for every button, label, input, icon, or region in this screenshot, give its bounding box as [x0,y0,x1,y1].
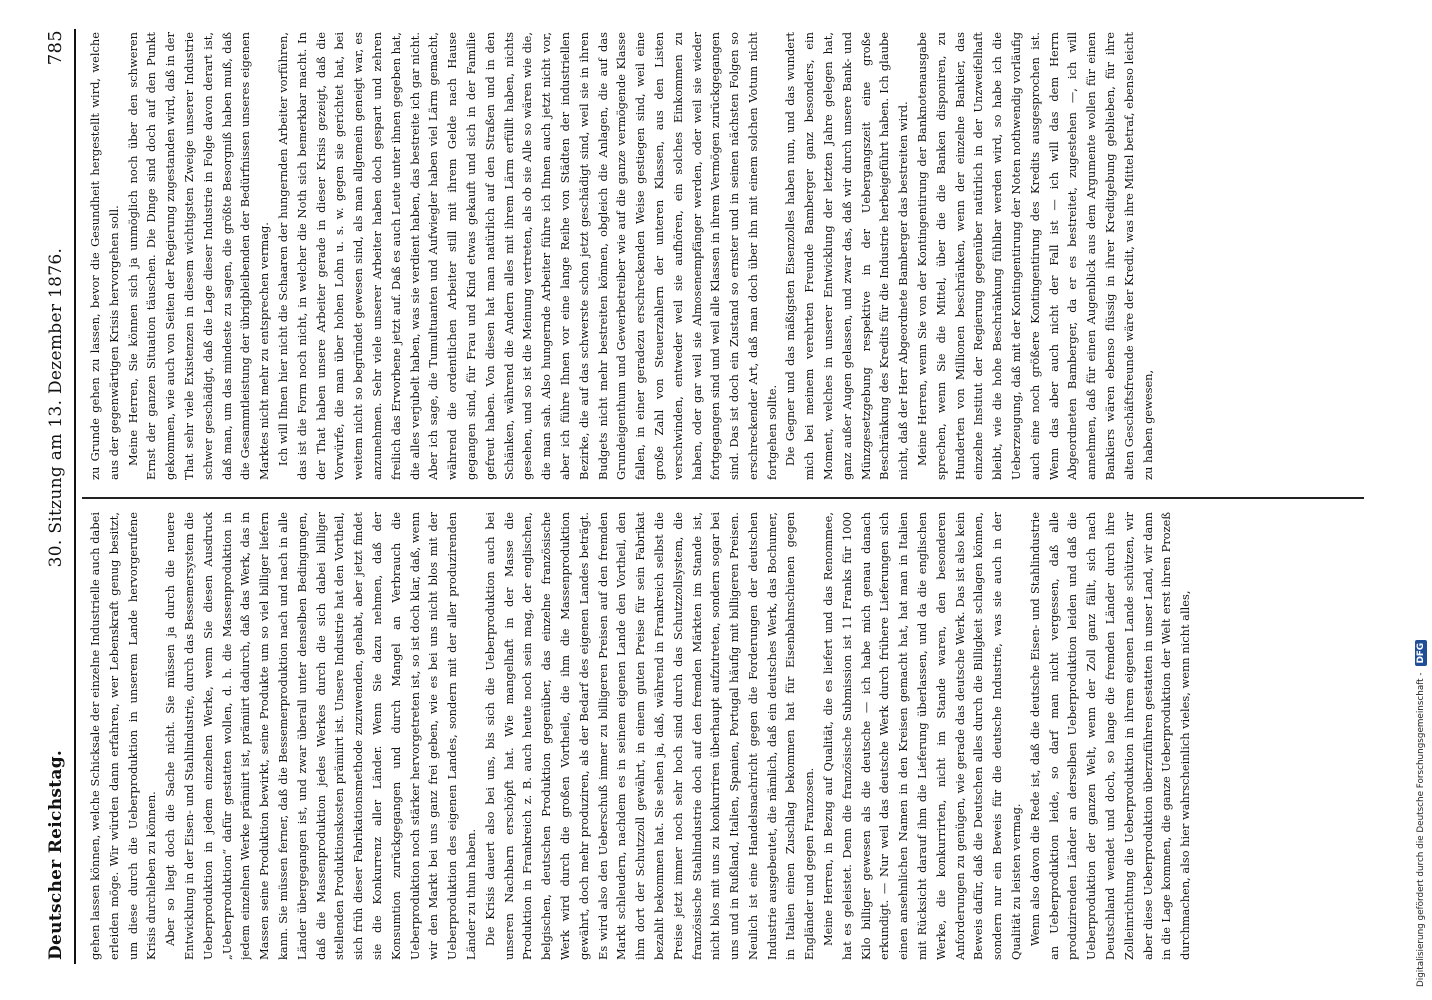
right-text-column [86,32,1356,480]
paragraph: Die Gegner und das mäßigsten Eisenzolles haben nun, und das wundert mich bei meinem verehrten Freunde Bamberger ganz besonders, ein Moment, welches in unserer Entwicklung der letzten Jahre gelegen hat, ganz außer Augen gelassen, und zwar das, daß wir durch unsere Bank- und Münzgesetzgebung respektive in der Uebergangszeit eine große Beschränkung des Kredits für die Industrie herbeigeführt haben. Ich glaube nicht, daß der Herr Abgeordnete Bamberger das bestreiten wird. [783,32,911,480]
page-header [36,30,66,960]
paragraph: Meine Herren, Sie können sich ja unmöglich noch über den schweren Ernst der ganzen Situation täuschen. Die Dinge sind doch auf den Punkt gekommen, wie auch von Seiten der Regierung zugestanden wird, daß in der That sehr viele Existenzen in diesem wichtigsten Zweige unserer Industrie schwer geschädigt, daß die Lage dieser Industrie in Folge davon derart ist, daß man, um das mindeste zu sagen, die größte Besorgniß haben muß, daß die Gesammtleistung der übrigbleibenden der Bedürfnissen unseres eigenen Marktes nicht mehr zu entsprechen vermag. [125,32,272,480]
paragraph: zu Grunde gehen zu lassen, bevor die Gesundheit hergestellt wird, welche aus der gegenwärtigen Krisis hervorgehen soll. [88,32,121,480]
dfg-logo-badge: DFG [1415,640,1427,667]
column-divider [82,497,1364,499]
digitization-credit-line [1413,12,1429,987]
paragraph: Aber so liegt doch die Sache nicht. Sie müssen ja durch die neuere Entwicklung in der Eisen- und Stahlindustrie, durch das Bessemersystem die Ueberproduktion in jedem einzelnen Werke, wenn Sie diesen Ausdruck „Ueberproduktion“ dafür gestatten wollen, d. h. die Massenproduktion in jedem einzelnen Werke prämiirt ist, prämiirt dadurch, daß das Werk, das in Massen seine Produktion bewirkt, seine Produkte um so viel billiger liefern kann. Sie müssen ferner, daß die Bessemerproduktion nach und nach in alle Länder übergegangen ist, und zwar überall unter denselben Bedingungen, daß die Massenproduktion jedes Werkes durch die sich dabei billiger stellenden Produktionskosten prämiirt ist. Unsere Industrie hat den Vortheil, sich früh dieser Fabrikationsmethode zuzuwenden, gehabt, aber jetzt findet sie die Konkurrenz aller Länder. Wenn Sie dazu nehmen, daß der Konsumtion zurückgegangen und durch Mangel an Verbrauch die Ueberproduktion noch stärker hervorgetreten ist, so ist doch klar, daß, wenn wir den Markt bei uns ganz frei geben, wie es bei uns nicht blos mit der Ueberproduktion des eigenen Landes, sondern mit der aller produzirenden Länder zu thun haben. [163,512,478,960]
publication-title: Deutscher Reichstag. [46,749,66,960]
left-text-column [86,512,1356,960]
paragraph: Meine Herren, in Bezug auf Qualität, die es liefert und das Renommee, hat es geleistet. Denn die französische Submission ist 11 Franks für 1000 Kilo billiger gewesen als die deutsche — ich habe mich genau danach erkundigt. — Nur weil das deutsche Werk durch frühere Lieferungen sich einen ansehnlichen Namen in den Kreisen gemacht hat, hat man in Italien mit Rücksicht darauf ihm die Lieferung überlassen, und da die englischen Werke, die konkurrirten, nicht im Stande waren, den besonderen Anforderungen zu genügen, wie gerade das deutsche Werk. Das ist also kein Beweis dafür, daß die Deutschen alles durch die Billigkeit schlagen können, sondern nur ein Beweis für die deutsche Industrie, was sie auch in der Qualität zu leisten vermag. [821,512,1024,960]
header-rule [74,29,76,964]
page-number: 785 [45,30,66,66]
session-heading: 30. Sitzung am 13. Dezember 1876. [46,247,66,568]
digitization-credit-text: Digitalisierung gefördert durch die Deutsche Forschungsgemeinschaft - [1416,672,1426,987]
digitization-credit [1413,12,1429,987]
paragraph: Ich will Ihnen hier nicht die Schaaren der hungernden Arbeiter vorführen, das ist die Form noch nicht, in welcher die Noth sich bemerkbar macht. In der That haben unsere Arbeiter gerade in dieser Krisis gezeigt, daß die Vorwürfe, die man über hohen Lohn u. s. w. gegen sie gerichtet hat, bei weitem nicht so begründet gewesen sind, als man allgemein geneigt war, es anzunehmen. Sehr viele unserer Arbeiter haben doch gespart und zehren freilich das Erworbene jetzt auf. Daß es auch Leute unter ihnen gegeben hat, die alles verjubelt haben, was sie verdient haben, das bestreite ich gar nicht. Aber ich sage, die Tumultuanten und Aufwiegler haben viel Lärm gemacht, während die ordentlichen Arbeiter still mit ihrem Gelde nach Hause gegangen sind, für Frau und Kind etwas gekauft und sich in der Familie gefreut haben. Von diesen hat man natürlich auf den Straßen und in den Schänken, während die Andern alles mit ihrem Lärm erfüllt haben, nichts gesehen, und so ist die Meinung vertreten, als ob sie Alle so wären wie die, die man sah. Also hungernde Arbeiter führe ich Ihnen auch jetzt nicht vor, aber ich führe Ihnen vor eine lange Reihe von Städten der industriellen Bezirke, die auf das schwerste schon jetzt geschädigt sind, weil sie in ihren Budgets nicht mehr bestreiten können, obgleich die Anlagen, die auf das Grundeigenthum und Gewerbetreiber wie auf die ganze vermögende Klasse fallen, in einer geradezu erschreckenden Weise gestiegen sind, weil eine große Zahl von Steuerzahlern der unteren Klassen, aus den Listen verschwinden, entweder weil sie aufhören, ein solches Einkommen zu haben, oder gar weil sie Almosenempfänger werden, oder weil sie wieder fortgegangen sind und weil alle Klassen in ihrem Vermögen zurückgegangen sind. Das ist doch ein Zustand so ernster und in seinen nächsten Folgen so erschreckender Art, daß man doch über ihn mit einem solchen Votum nicht fortgehen sollte. [275,32,779,480]
paragraph: gehen lassen können, welche Schicksale der einzelne Industrielle auch dabei erleiden möge. Wir würden dann erfahren, wer Lebenskraft genug besitzt, um diese durch die Ueberproduktion in unserem Lande hervorgerufene Krisis durchleben zu können. [88,512,159,960]
paragraph: Die Krisis dauert also bei uns, bis sich die Ueberproduktion auch bei unseren Nachbarn erschöpft hat. Wie mangelhaft in der Masse die Produktion in Frankreich z. B. auch heute noch sein mag, der englischen, belgischen, deutschen Produktion gegenüber, das einzelne französische Werk wird durch die großen Vortheile, die ihm die Massenproduktion gewährt, doch mehr produziren, als der Bedarf des eigenen Landes beträgt. Es wird also den Ueberschuß immer zu billigeren Preisen auf den fremden Markt schleudern, nachdem es in seinem eigenen Lande den Vortheil, den ihm dort der Schutzzoll gewährt, in einem guten Preise für sein Fabrikat bezahlt bekommen hat. Sie sehen ja, daß, während in Frankreich selbst die Preise jetzt immer noch sehr hoch sind durch das Schutzzollsystem, die französische Stahlindustrie doch auf den fremden Märkten im Stande ist, nicht blos mit uns zu konkurriren überhaupt aufzutreten, sondern sogar bei uns und in Rußland, Italien, Spanien, Portugal häufig mit billigeren Preisen. Neulich ist eine Handelsnachricht gegen die Forderungen der deutschen Industrie ausgebeutet, die nämlich, daß ein deutsches Werk, das Bochumer, in Italien einen Zuschlag bekommen hat für Eisenbahnschienen gegen Engländer und gegen Franzosen. [482,512,817,960]
paragraph: Meine Herren, wenn Sie von der Kontingentirung der Banknotenausgabe sprechen, wenn Sie die Mittel, über die die Banken disponiren, zu Hunderten von Millionen beschränken, wenn der einzelne Bankier, das einzelne Institut der Regierung gegenüber natürlich in der Unzweifelhaft bleibt, wie die hohe Beschränkung fühlbar werden wird, so habe ich die Ueberzeugung, daß mit der Kontingentirung der Noten nothwendig vorläufig auch eine noch größere Kontingentirung des Kredits ausgesprochen ist. Wenn das aber auch nicht der Fall ist — ich will das dem Herrn Abgeordneten Bamberger, da er es bestreitet, zugestehen —, ich will annehmen, daß für einen Augenblick aus dem Argumente wollen für einen Bankiers wären ebenso flüssig in ihrer Kreditgebung geblieben, für ihre alten Geschäftsfreunde wäre der Kredit, was ihre Mittel betraf, ebenso leicht zu haben gewesen, [915,32,1155,480]
paragraph: Wenn also davon die Rede ist, daß die deutsche Eisen- und Stahlindustrie an Ueberproduktion leide, so darf man nicht vergessen, daß alle produzirenden Länder an derselben Ueberproduktion leiden und daß die Ueberproduktion der ganzen Welt, wenn der Zoll ganz fällt, sich nach Deutschland wendet und doch, so lange die fremden Länder durch ihre Zolleinrichtung die Ueberproduktion in ihrem eigenen Lande schützen, wir aber diese Ueberproduktion überzuführen gestatten in unser Land, wir dann in die Lage kommen, die ganze Ueberproduktion der Welt erst ihren Prozeß durchmachen, also hier wahrscheinlich vieles, wenn nicht alles, [1027,512,1193,960]
